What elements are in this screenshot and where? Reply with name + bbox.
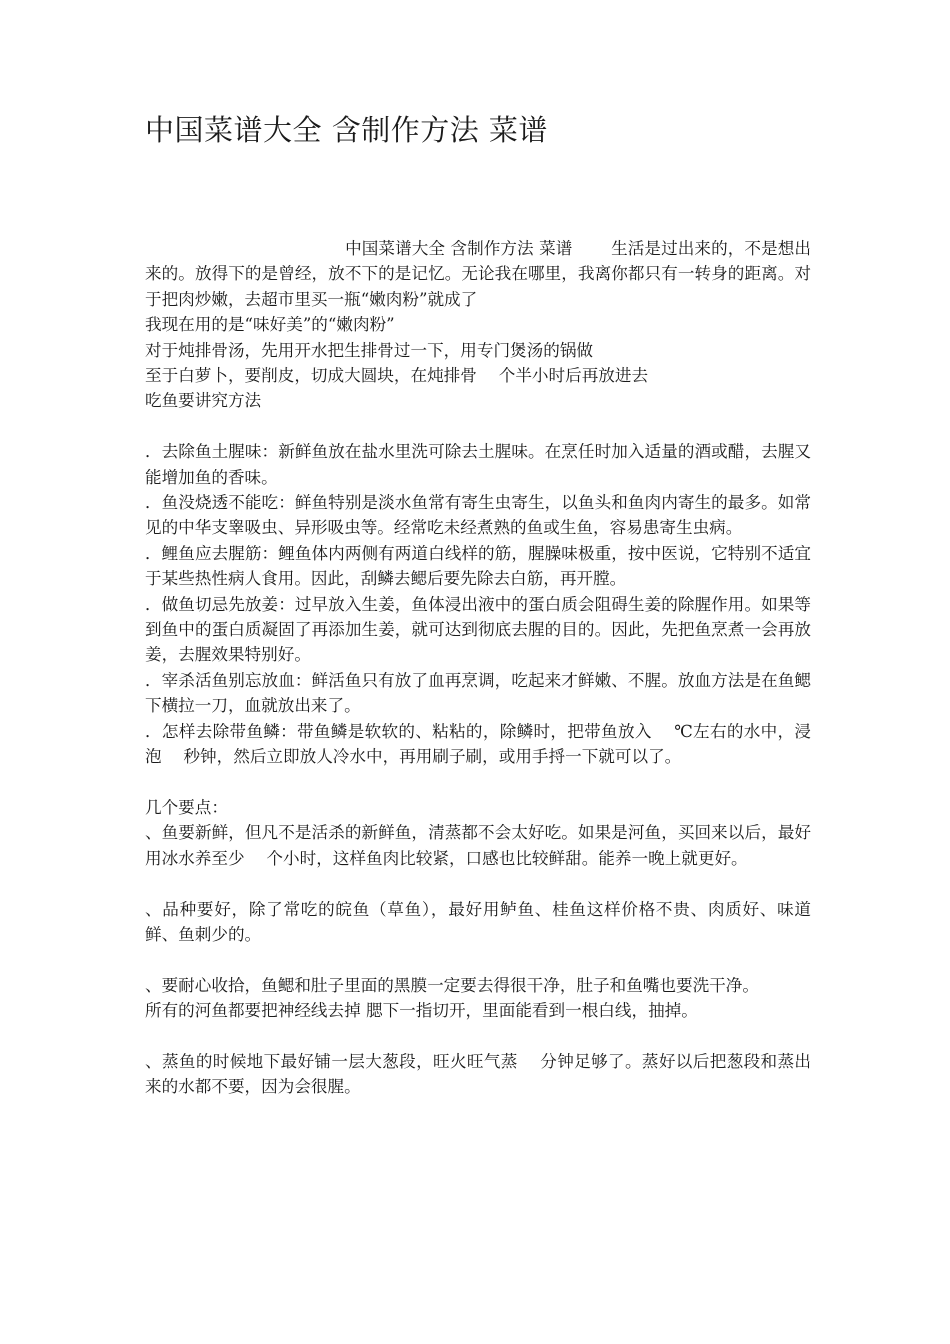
tip-paragraph: ．怎样去除带鱼鳞：带鱼鳞是软软的、粘粘的，除鳞时，把带鱼放入 ℃左右的水中，浸泡 秒钟，然后立即放人冷水中，再用刷子刷，或用手捋一下就可以了。 — [145, 721, 811, 767]
points-heading: 几个要点： — [145, 797, 228, 817]
point-note: 所有的河鱼都要把神经线去掉 腮下一指切开，里面能看到一根白线，抽掉。 — [145, 1001, 698, 1021]
text-line: 吃鱼要讲究方法 — [145, 391, 262, 411]
point-paragraph: 、鱼要新鲜，但凡不是活杀的新鲜鱼，清蒸都不会太好吃。如果是河鱼，买回来以后，最好用冰水养至少 个小时，这样鱼肉比较紧，口感也比较鲜甜。能养一晚上就更好。 — [145, 823, 811, 868]
intro-text: 生活是过出来的，不是想出来的。放得下的是曾经，放不下的是记忆。无论我在哪里，我离你都只有一转身的距离。对于把肉炒嫩，去超市里买一瓶“嫩肉粉”就成了 — [145, 239, 811, 309]
tip-paragraph: ．鱼没烧透不能吃：鲜鱼特别是淡水鱼常有寄生虫寄生，以鱼头和鱼肉内寄生的最多。如常见的中华支睾吸虫、异形吸虫等。经常吃未经煮熟的鱼或生鱼，容易患寄生虫病。 — [145, 493, 811, 538]
document-body — [145, 236, 811, 1100]
text-line: 至于白萝卜，要削皮，切成大圆块，在炖排骨 个半小时后再放进去 — [145, 366, 649, 386]
document-title: 中国菜谱大全 含制作方法 菜谱 — [145, 113, 548, 147]
text-line: 对于炖排骨汤，先用开水把生排骨过一下，用专门煲汤的锅做 — [145, 340, 594, 360]
text-line: 我现在用的是“味好美”的“嫩肉粉” — [145, 315, 395, 335]
tip-paragraph: ．鲤鱼应去腥筋：鲤鱼体内两侧有两道白线样的筋，腥臊味极重，按中医说，它特别不适宜于某些热性病人食用。因此，刮鳞去鳃后要先除去白筋，再开膛。 — [145, 543, 811, 589]
tip-paragraph: ．去除鱼土腥味：新鲜鱼放在盐水里洗可除去土腥味。在烹任时加入适量的酒或醋，去腥又能增加鱼的香味。 — [145, 442, 811, 487]
intro-paragraph — [145, 236, 811, 312]
point-paragraph: 、要耐心收拾，鱼鳃和肚子里面的黑膜一定要去得很干净，肚子和鱼嘴也要洗干净。 — [145, 975, 759, 995]
point-paragraph: 、蒸鱼的时候地下最好铺一层大葱段，旺火旺气蒸 分钟足够了。蒸好以后把葱段和蒸出来的水都不要，因为会很腥。 — [145, 1051, 811, 1097]
tip-paragraph: ．做鱼切忌先放姜：过早放入生姜，鱼体浸出液中的蛋白质会阻碍生姜的除腥作用。如果等到鱼中的蛋白质凝固了再添加生姜，就可达到彻底去腥的目的。因此，先把鱼烹煮一会再放姜，去腥效果特别好。 — [145, 594, 811, 665]
point-paragraph: 、品种要好，除了常吃的皖鱼（草鱼），最好用鲈鱼、桂鱼这样价格不贵、肉质好、味道鲜、鱼刺少的。 — [145, 899, 811, 944]
intro-heading: 中国菜谱大全 含制作方法 菜谱 — [345, 239, 573, 258]
tip-paragraph: ．宰杀活鱼别忘放血：鲜活鱼只有放了血再烹调，吃起来才鲜嫩、不腥。放血方法是在鱼鳃下横拉一刀，血就放出来了。 — [145, 670, 811, 716]
